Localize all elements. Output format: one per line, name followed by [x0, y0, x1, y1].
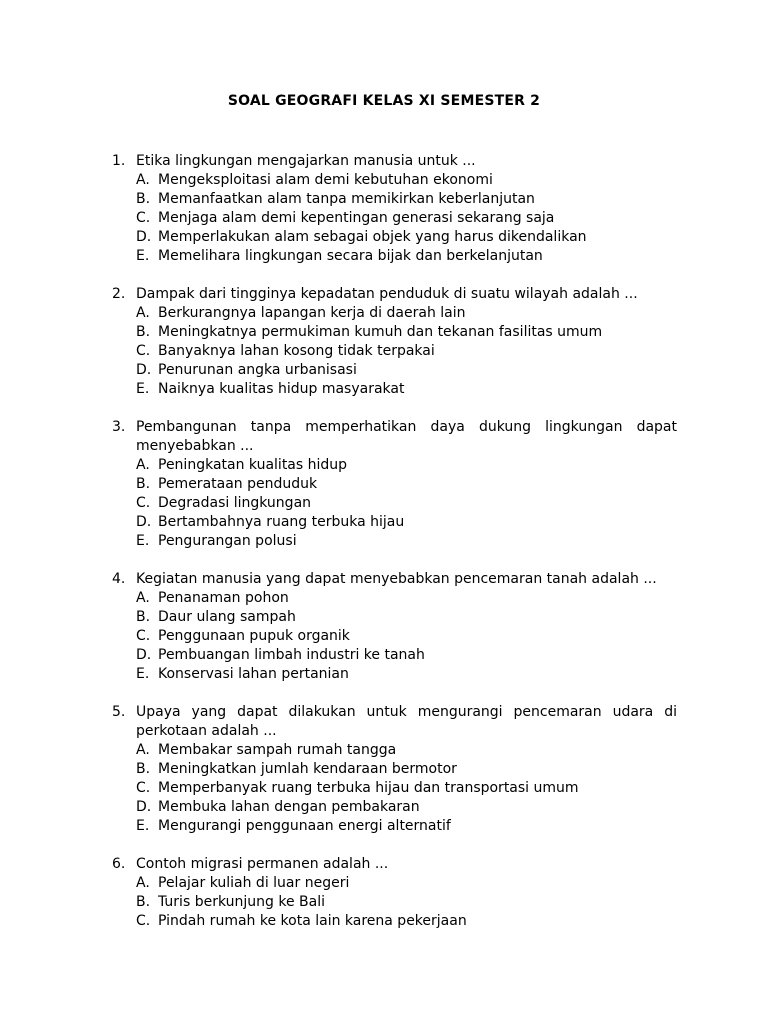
question-number: 4. [112, 571, 126, 587]
option-d [136, 228, 677, 247]
option-text: Banyaknya lahan kosong tidak terpakai [158, 343, 435, 359]
question-text: Kegiatan manusia yang dapat menyebabkan pencemaran tanah adalah ... [136, 571, 657, 587]
option-a [136, 304, 677, 323]
option-letter: A. [136, 457, 150, 473]
question-number: 3. [112, 419, 126, 435]
option-letter: B. [136, 324, 151, 340]
option-c [136, 779, 677, 798]
question-text: Etika lingkungan mengajarkan manusia untuk ... [136, 153, 476, 169]
option-letter: A. [136, 305, 150, 321]
option-text: Konservasi lahan pertanian [158, 666, 349, 682]
option-letter: E. [136, 381, 150, 397]
option-letter: A. [136, 590, 150, 606]
option-list [136, 456, 677, 551]
page-title: SOAL GEOGRAFI KELAS XI SEMESTER 2 [227, 93, 541, 109]
option-text: Pelajar kuliah di luar negeri [158, 875, 350, 891]
option-text: Memperbanyak ruang terbuka hijau dan transportasi umum [158, 780, 579, 796]
option-text: Mengurangi penggunaan energi alternatif [158, 818, 451, 834]
question-number: 2. [112, 286, 126, 302]
option-list [136, 589, 677, 684]
option-letter: A. [136, 875, 150, 891]
option-b [136, 190, 677, 209]
option-letter: D. [136, 647, 152, 663]
option-letter: C. [136, 913, 151, 929]
option-text: Bertambahnya ruang terbuka hijau [158, 514, 405, 530]
option-letter: A. [136, 172, 150, 188]
option-letter: B. [136, 191, 151, 207]
option-text: Daur ulang sampah [158, 609, 296, 625]
option-letter: C. [136, 628, 151, 644]
option-text: Pemerataan penduduk [158, 476, 318, 492]
question-text: Dampak dari tingginya kepadatan penduduk di suatu wilayah adalah ... [136, 286, 638, 302]
question-6 [112, 855, 677, 931]
question-1 [112, 152, 677, 266]
option-text: Membuka lahan dengan pembakaran [158, 799, 420, 815]
question-text-line-2: menyebabkan ... [136, 438, 254, 454]
option-text: Menjaga alam demi kepentingan generasi sekarang saja [158, 210, 555, 226]
option-text: Berkurangnya lapangan kerja di daerah lain [158, 305, 466, 321]
option-letter: B. [136, 476, 151, 492]
option-text: Degradasi lingkungan [158, 495, 312, 511]
option-text: Mengeksploitasi alam demi kebutuhan ekonomi [158, 172, 493, 188]
option-b [136, 475, 677, 494]
option-e [136, 817, 677, 836]
option-letter: D. [136, 514, 152, 530]
option-text: Meningkatkan jumlah kendaraan bermotor [158, 761, 457, 777]
option-letter: B. [136, 609, 151, 625]
option-text: Peningkatan kualitas hidup [158, 457, 348, 473]
option-letter: B. [136, 894, 151, 910]
option-text: Penanaman pohon [158, 590, 289, 606]
question-list [112, 152, 677, 950]
question-number: 1. [112, 153, 126, 169]
option-b [136, 323, 677, 342]
option-e [136, 380, 677, 399]
option-e [136, 247, 677, 266]
option-text: Memperlakukan alam sebagai objek yang harus dikendalikan [158, 229, 587, 245]
option-list [136, 171, 677, 266]
option-d [136, 513, 677, 532]
option-c [136, 494, 677, 513]
option-e [136, 665, 677, 684]
option-letter: E. [136, 533, 150, 549]
option-letter: A. [136, 742, 150, 758]
option-text: Pindah rumah ke kota lain karena pekerjaan [158, 913, 467, 929]
question-text: Contoh migrasi permanen adalah ... [136, 856, 389, 872]
option-e [136, 532, 677, 551]
option-letter: E. [136, 818, 150, 834]
option-d [136, 646, 677, 665]
option-list [136, 874, 677, 931]
option-c [136, 342, 677, 361]
option-b [136, 608, 677, 627]
option-text: Membakar sampah rumah tangga [158, 742, 397, 758]
option-text: Naiknya kualitas hidup masyarakat [158, 381, 405, 397]
option-list [136, 304, 677, 399]
option-text: Penurunan angka urbanisasi [158, 362, 357, 378]
option-a [136, 456, 677, 475]
option-letter: E. [136, 666, 150, 682]
option-c [136, 209, 677, 228]
option-letter: D. [136, 229, 152, 245]
option-text: Pengurangan polusi [158, 533, 297, 549]
option-a [136, 589, 677, 608]
option-letter: D. [136, 799, 152, 815]
option-text: Penggunaan pupuk organik [158, 628, 350, 644]
option-c [136, 627, 677, 646]
option-a [136, 874, 677, 893]
question-text-line-1: Pembangunan tanpa memperhatikan daya dukung lingkungan dapat [136, 419, 677, 435]
option-list [136, 741, 677, 836]
question-number: 5. [112, 704, 126, 720]
option-letter: D. [136, 362, 152, 378]
option-text: Pembuangan limbah industri ke tanah [158, 647, 425, 663]
option-letter: B. [136, 761, 151, 777]
question-4 [112, 570, 677, 684]
option-c [136, 912, 677, 931]
option-letter: C. [136, 210, 151, 226]
option-letter: E. [136, 248, 150, 264]
question-text-line-2: perkotaan adalah ... [136, 723, 277, 739]
question-5 [112, 703, 677, 836]
option-letter: C. [136, 343, 151, 359]
option-text: Memelihara lingkungan secara bijak dan berkelanjutan [158, 248, 543, 264]
option-d [136, 361, 677, 380]
question-3 [112, 418, 677, 551]
option-b [136, 893, 677, 912]
option-d [136, 798, 677, 817]
question-2 [112, 285, 677, 399]
option-text: Meningkatnya permukiman kumuh dan tekanan fasilitas umum [158, 324, 603, 340]
option-b [136, 760, 677, 779]
question-text-line-1: Upaya yang dapat dilakukan untuk mengurangi pencemaran udara di [136, 704, 677, 720]
option-text: Memanfaatkan alam tanpa memikirkan keberlanjutan [158, 191, 535, 207]
option-a [136, 741, 677, 760]
option-text: Turis berkunjung ke Bali [158, 894, 325, 910]
option-letter: C. [136, 495, 151, 511]
question-number: 6. [112, 856, 126, 872]
option-a [136, 171, 677, 190]
option-letter: C. [136, 780, 151, 796]
